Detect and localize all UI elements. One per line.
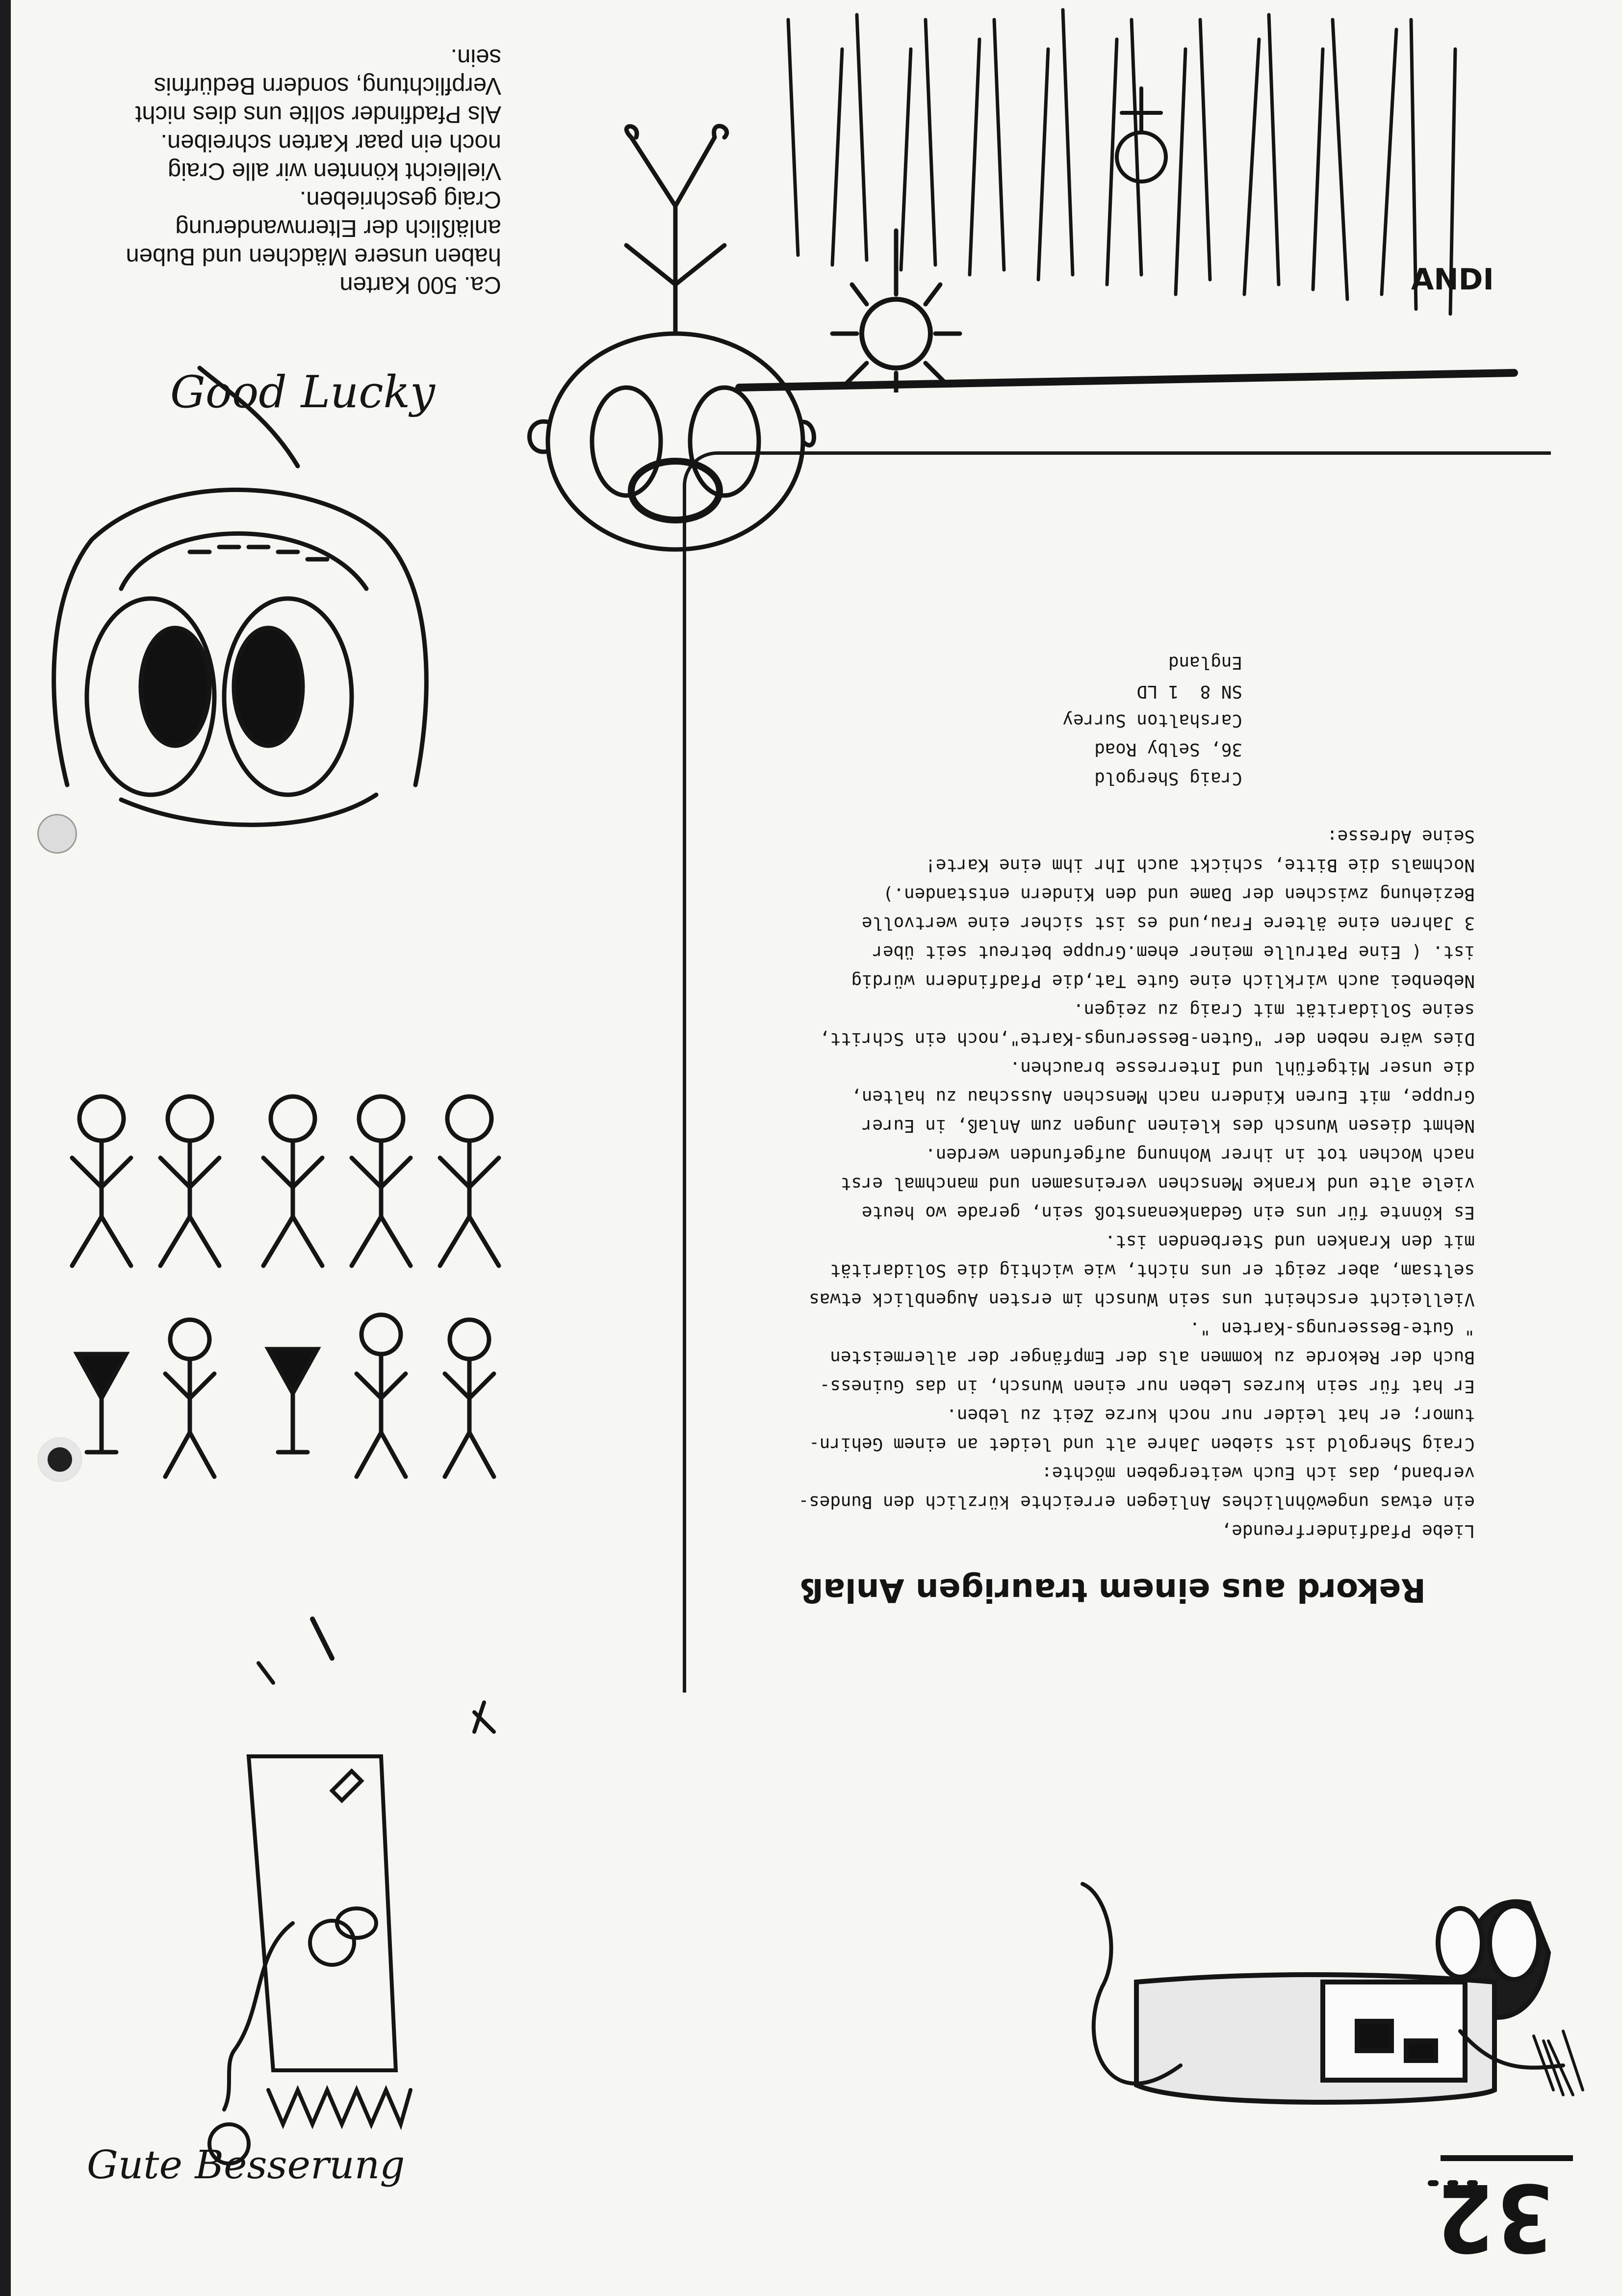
article-body-line: viele alte und kranke Menschen vereinsamen und manchmal erst <box>840 1174 1475 1194</box>
address-line: Craig Shergold <box>1094 768 1242 788</box>
article-body-line: Nochmals die Bitte, schickt auch Ihr ihm eine Karte! <box>925 855 1475 875</box>
article-body-line: Craig Shergold ist sieben Jahre alt und leidet an einem Gehirn- <box>809 1434 1475 1454</box>
article-headline: Rekord aus einem traurigen Anlaß <box>800 1571 1426 1609</box>
stick-figure-row-1 <box>72 1096 499 1266</box>
article-body-line: Nehmt diesen Wunsch des kleinen Jungen zum Anlaß, in Eurer <box>862 1116 1475 1136</box>
landscape-drawing <box>690 0 1524 392</box>
article-body-line: " Gute-Besserungs-Karten ". <box>1189 1318 1475 1338</box>
article-body-line: Dies wäre neben der "Guten-Besserungs-Karte",noch ein Schritt, <box>819 1029 1475 1049</box>
article-body-line: ein etwas ungewöhnliches Anliegen erreichte kürzlich den Bundes- <box>798 1492 1475 1512</box>
good-lucky-text: Good Lucky <box>170 366 435 418</box>
sidebar-line: Als Pfadfinder sollte uns dies nicht <box>135 101 501 128</box>
sidebar-line: noch ein paar Karten schreiben. <box>160 130 501 156</box>
address-line: England <box>1168 652 1242 673</box>
page-number: 32 <box>1434 2163 1553 2271</box>
article-body-line: nach Wochen tot in ihrer Wohnung aufgefunden werden. <box>925 1145 1475 1165</box>
article-body-line: Nebenbei auch wirklich eine Gute Tat,die Pfadfindern würdig <box>851 971 1475 991</box>
stick-figure-row-2 <box>77 1315 494 1477</box>
gute-besserung-text: Gute Besserung <box>87 2142 405 2188</box>
sidebar-line: Craig geschrieben. <box>299 186 501 213</box>
address-line: SN 8 1 LD <box>1136 681 1242 702</box>
article-body-line: Es könnte für uns ein Gedankenanstoß sein, gerade wo heute <box>862 1202 1475 1223</box>
article-body-line: mit den Kranken und Sterbenden ist. <box>1105 1231 1475 1252</box>
article-body-line: Beziehung zwischen der Dame und den Kindern entstanden.) <box>883 884 1475 904</box>
article-body-line: Er hat für sein kurzes Leben nur einen Wunsch, in das Guiness- <box>819 1376 1475 1396</box>
sidebar-note <box>50 43 501 299</box>
sidebar-line: Ca. 500 Karten <box>339 272 501 298</box>
sidebar-line: haben unsere Mädchen und Buben <box>126 243 501 270</box>
sidebar-line: sein. <box>450 44 501 71</box>
article-body-line: Liebe Pfadfinderfreunde, <box>1221 1521 1475 1541</box>
article-body-line: seine Solidarität mit Craig zu zeigen. <box>1073 1000 1475 1020</box>
article-body-line: die unser Mitgefühl und Interresse brauchen. <box>1009 1058 1475 1078</box>
article-body-line: Vielleicht erscheint uns sein Wunsch im ersten Augenblick etwas <box>809 1289 1475 1309</box>
article-body-line: verband, das ich Euch weitergeben möchte: <box>1041 1463 1475 1483</box>
medicine-drawing <box>3 1609 567 2296</box>
address-line: 36, Selby Road <box>1094 739 1242 759</box>
article-body-line: Gruppe, mit Euren Kindern nach Menschen Ausschau zu halten, <box>851 1087 1475 1107</box>
sidebar-line: Vielleicht könnten wir alle Craig <box>168 158 501 184</box>
stick-figures-drawing <box>3 873 543 1560</box>
article-body-line: 3 Jahren eine ältere Frau,und es ist sicher eine wertvolle <box>862 913 1475 933</box>
article-body-line: tumor; er hat leider nur noch kurze Zeit zu leben. <box>946 1405 1475 1425</box>
sidebar-line: Verpflichtung, sondern Bedürfnis <box>154 73 501 99</box>
article-body-line: seltsam, aber zeigt er uns nicht, wie wichtig die Solidarität <box>830 1260 1475 1280</box>
cow-drawing <box>1009 1609 1622 2296</box>
article-body <box>690 648 1475 1545</box>
article-body-line: ist. ( Eine Patrulle meiner ehem.Gruppe betreut seit über <box>872 942 1475 962</box>
article-body-line: Seine Adresse: <box>1327 826 1475 846</box>
address-line: Carshalton Surrey <box>1062 710 1242 731</box>
article-body-line: Buch der Rekorde zu kommen als der Empfänger der allermeisten <box>830 1347 1475 1367</box>
sidebar-line: anläßlich der Elternwanderung <box>175 215 501 241</box>
andi-signature: ANDI <box>1411 262 1494 297</box>
